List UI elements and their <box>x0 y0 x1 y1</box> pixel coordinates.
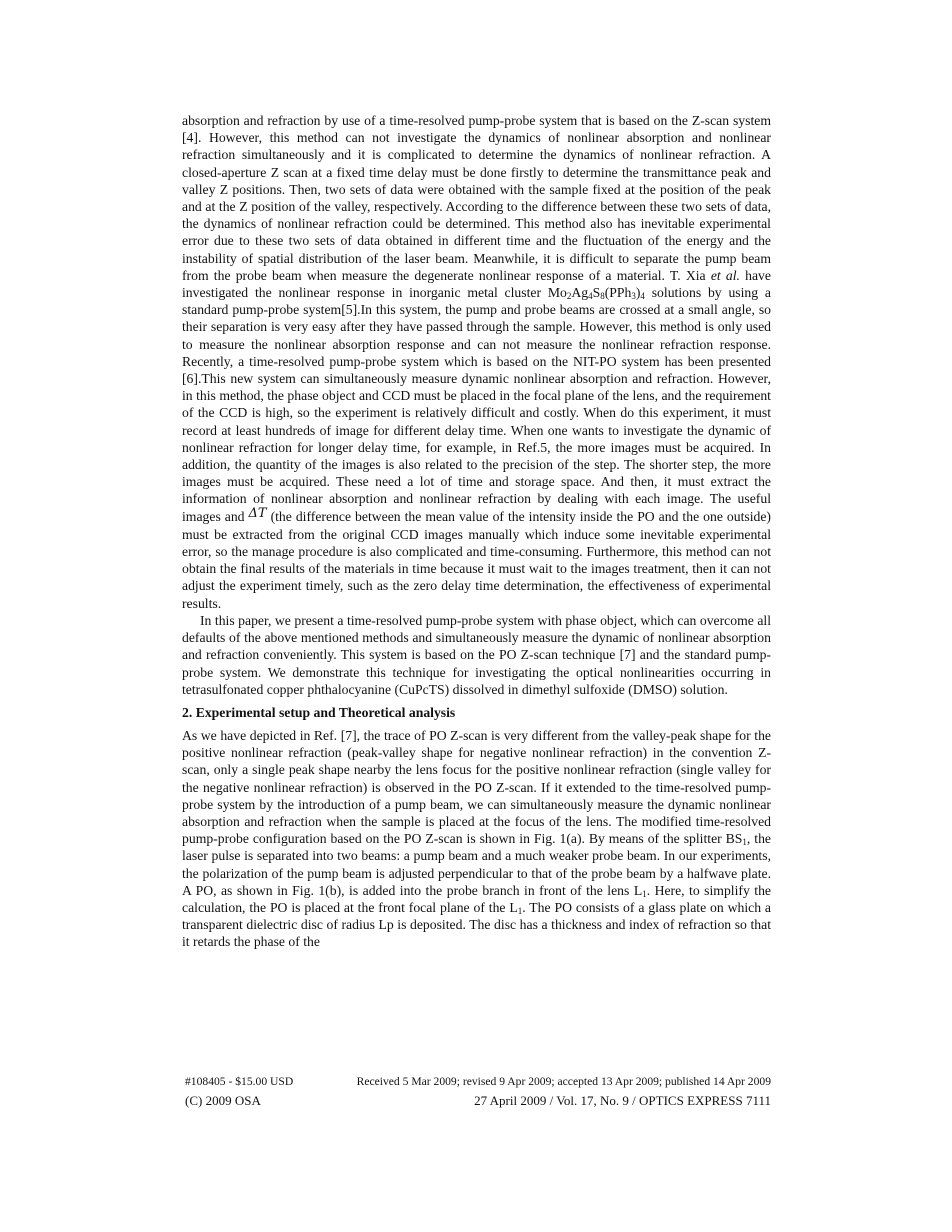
section-heading: 2. Experimental setup and Theoretical analysis <box>182 704 456 720</box>
text-run: have investigated the nonlinear response in inorganic metal cluster <box>182 267 771 301</box>
text-run: . Here, to simplify the calculation, the PO is placed at the front focal plane of the L <box>182 882 771 915</box>
article-body <box>182 112 771 951</box>
subscript: 1 <box>742 837 747 848</box>
text-run: . The PO consists of a glass plate on which a transparent dielectric disc of radius Lp is deposited. The disc has a thickness and index of refraction so that it retards the phase of the <box>182 899 771 950</box>
journal-citation: 27 April 2009 / Vol. 17, No. 9 / OPTICS EXPRESS 7111 <box>474 1093 771 1108</box>
et-al-italic: et al. <box>710 267 740 283</box>
text-run: (the difference between the mean value of the intensity inside the PO and the one outside) must be extracted from the original CCD images manually which induce some inevitable experimental error, so the manage procedure is also complicated and time-consuming. Furthermore, this method can not obtain the final results of the materials in time because it must wait to the images treatment, then it can not adjust the experiment timely, such as the zero delay time determination, the effectiveness of experimental results. <box>182 508 771 611</box>
paragraph-this-paper: In this paper, we present a time-resolved pump-probe system with phase object, which can overcome all defaults of the above mentioned methods and simultaneously measure the dynamic of nonlinear absorption and refraction conveniently. This system is based on the PO Z-scan technique [7] and the standard pump-probe system. We demonstrate this technique for investigating the optical nonlinearities occurring in tetrasulfonated copper phthalocyanine (CuPcTS) dissolved in dimethyl sulfoxide (DMSO) solution. <box>182 612 771 697</box>
text-run: solutions by using a standard pump-probe system[5].In this system, the pump and probe beams are crossed at a small angle, so their separation is very easy after they have passed through the sample. However, this method is only used to measure the nonlinear absorption response and can not measure the nonlinear refraction response. Recently, a time-resolved pump-probe system which is based on the NIT-PO system has been presented [6].This new system can simultaneously measure dynamic nonlinear absorption and refraction. However, in this method, the phase object and CCD must be placed in the focal plane of the lens, and the requirement of the CCD is high, so the experiment is relatively difficult and costly. When do this experiment, it must record at least hundreds of image for different delay time. When one wants to investigate the dynamic of nonlinear refraction for longer delay time, for example, in Ref.5, the more images must be acquired. In addition, the quantity of the images is also related to the precision of the step. The shorter step, the more images must be acquired. These need a lot of time and storage space. And then, it must extract the information of nonlinear absorption and nonlinear refraction by dealing with each image. The useful images and <box>182 285 771 524</box>
text-run: absorption and refraction by use of a time-resolved pump-probe system that is based on the Z-scan system [4]. However, this method can not investigate the dynamics of nonlinear absorption and nonlinear refraction simultaneously and it is complicated to determine the dynamics of nonlinear refraction. A closed-aperture Z scan at a fixed time delay must be done firstly to determine the transmittance peak and valley Z positions. Then, two sets of data were obtained with the sample fixed at the position of the peak and at the Z position of the valley, respectively. According to the difference between these two sets of data, the dynamics of nonlinear refraction could be determined. This method also has inevitable experimental error due to these two sets of data obtained in different time and the fluctuation of the energy and the instability of spatial distribution of the laser beam. Meanwhile, it is difficult to separate the pump beam from the probe beam when measure the degenerate nonlinear response of a material. T. Xia <box>182 113 771 283</box>
chemical-formula: $Mo_2Ag_4S_8(PPh_3)_4$ <box>547 285 645 302</box>
subscript: 1 <box>517 905 523 916</box>
footer-row-1 <box>182 1075 771 1090</box>
manuscript-id: #108405 - $15.00 USD <box>185 1075 294 1088</box>
publication-history: Received 5 Mar 2009; revised 9 Apr 2009; accepted 13 Apr 2009; published 14 Apr 2009 <box>356 1075 771 1088</box>
footer-row-2 <box>182 1093 771 1110</box>
copyright: (C) 2009 OSA <box>185 1093 261 1108</box>
text-run: , the laser pulse is separated into two beams: a pump beam and a much weaker probe beam. In our experiments, the polarization of the pump beam is adjusted perpendicular to that of the probe beam by a halfwave plate. A PO, as shown in Fig. 1(b), is added into the probe branch in front of the lens L <box>182 831 771 898</box>
paragraph-intro-continued <box>182 112 771 612</box>
paragraph-experimental-setup <box>182 727 771 951</box>
text-run: As we have depicted in Ref. [7], the trace of PO Z-scan is very different from the valley-peak shape for the positive nonlinear refraction (peak-valley shape for negative nonlinear refraction) in the convention Z-scan, only a single peak shape nearby the lens focus for the positive nonlinear refraction (single valley for the negative nonlinear refraction) is observed in the PO Z-scan. If it extended to the time-resolved pump-probe system by the introduction of a pump beam, we can simultaneously measure the dynamic nonlinear absorption and refraction when the sample is placed at the focus of the lens. The modified time-resolved pump-probe configuration based on the PO Z-scan is shown in Fig. 1(a). By means of the splitter BS <box>182 727 771 847</box>
delta-t-symbol: ΔT <box>248 505 267 521</box>
subscript: 1 <box>642 888 647 899</box>
